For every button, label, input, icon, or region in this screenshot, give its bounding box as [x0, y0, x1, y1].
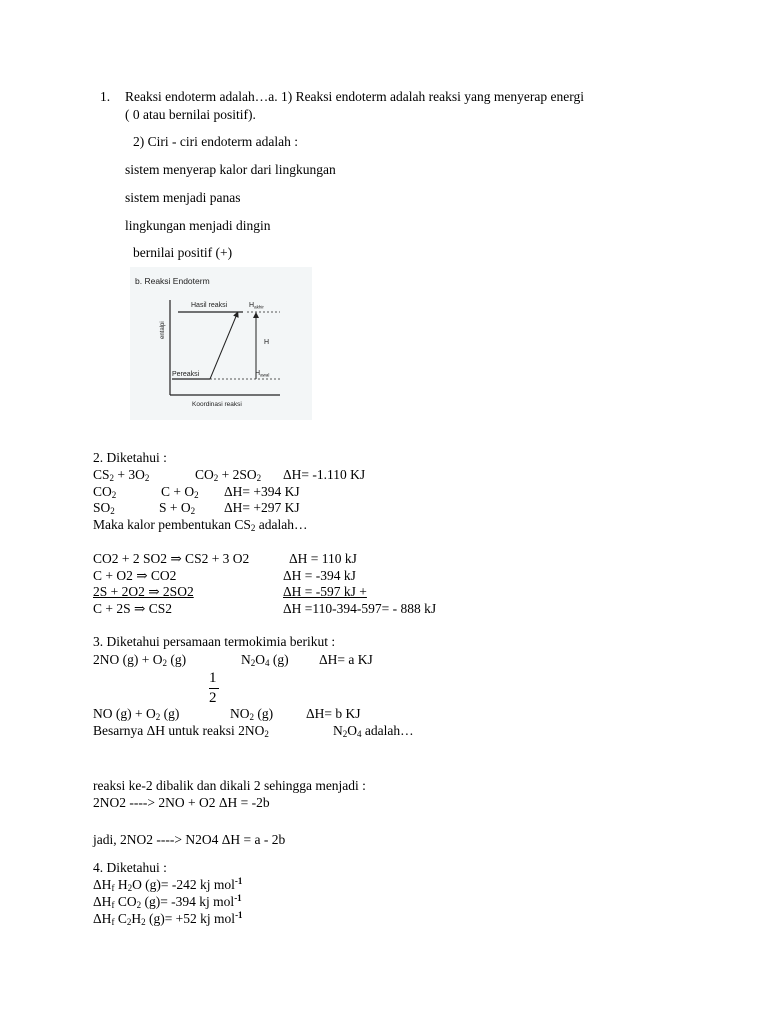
q2-title: 2. Diketahui :: [93, 450, 167, 465]
q4-l3: $\Delta H_f$ $C_2H_2$ (g)= +52 kj mol$^{-1}$: [93, 910, 243, 927]
endoterm-diagram: [130, 267, 312, 420]
q3-sol1: reaksi ke-2 dibalik dan dikali 2 sehingga menjadi :: [93, 778, 366, 793]
q2-question: Maka kalor pembentukan $CS_2$ adalah…: [93, 517, 308, 533]
fraction-bar: [209, 688, 219, 689]
diagram-h-final: $H_{akhir}$: [249, 302, 264, 310]
q1-line1: Reaksi endoterm adalah…a. 1) Reaksi endoterm adalah reaksi yang menyerap energi: [125, 89, 584, 104]
q1-number: 1.: [100, 89, 111, 104]
q2-sol3-eq: 2S + 2O2 ⇒ 2SO2: [93, 584, 194, 599]
fraction-numerator: 1: [209, 670, 217, 686]
q2-eq3-right: $S + O_2$: [159, 500, 196, 516]
q2-sol2-eq: C + O2 ⇒ CO2: [93, 568, 177, 583]
q2-sol1-dh: ΔH = 110 kJ: [289, 551, 357, 566]
diagram-reaction-arrow: [210, 314, 237, 379]
diagram-title: b. Reaksi Endoterm: [135, 276, 210, 286]
diagram-h-initial: $H_{awal}$: [255, 370, 270, 378]
q2-sol4-dh: ΔH =110-394-597= - 888 kJ: [283, 601, 437, 616]
q1-line5: sistem menjadi panas: [125, 190, 241, 205]
q3-question: Besarnya ΔH untuk reaksi $2NO_2$: [93, 723, 269, 739]
q3-question-end: $N_2O_4$ adalah…: [333, 723, 414, 739]
q3-eq1-right: $N_2O_4$ (g): [241, 652, 289, 668]
endoterm-diagram-svg: [130, 267, 312, 420]
q1-line2: ( 0 atau bernilai positif).: [125, 107, 256, 122]
q3-sol3: jadi, 2NO2 ----> N2O4 ΔH = a - 2b: [93, 832, 286, 847]
diagram-delta-h-label: H: [264, 339, 270, 346]
q3-sol2: 2NO2 ----> 2NO + O2 ΔH = -2b: [93, 795, 270, 810]
q3-title: 3. Diketahui persamaan termokimia berikut :: [93, 634, 336, 649]
q3-eq1-left: 2NO $(g) + O_2$ (g): [93, 652, 187, 668]
q2-eq2-right: $C + O_2$: [161, 484, 199, 500]
q2-eq1-left: $CS_2 + 3O_2$: [93, 467, 150, 483]
q4-l2: $\Delta H_f$ $CO_2$ (g)= -394 kj mol$^{-1}$: [93, 893, 242, 910]
q4-l1: $\Delta H_f$ $H_2O$ (g)= -242 kj mol$^{-1}$: [93, 876, 243, 893]
q2-eq3-left: $SO_2$: [93, 500, 115, 516]
q4-title: 4. Diketahui :: [93, 860, 167, 875]
q2-eq1-dh: ΔH= -1.110 KJ: [283, 467, 366, 482]
q2-sol4-eq: C + 2S ⇒ CS2: [93, 601, 172, 616]
q1-line7: bernilai positif (+): [133, 245, 233, 260]
diagram-reactant-label: Pereaksi: [172, 371, 200, 378]
q2-sol3-dh: ΔH = -597 kJ +: [283, 584, 367, 599]
q2-sol1-eq: CO2 + 2 SO2 ⇒ CS2 + 3 O2: [93, 551, 250, 566]
q2-eq2-dh: ΔH= +394 KJ: [224, 484, 300, 499]
q2-eq2-left: $CO_2$: [93, 484, 117, 500]
diagram-y-axis-label: entalpi: [160, 321, 166, 339]
q1-line6: lingkungan menjadi dingin: [125, 218, 271, 233]
q3-eq2-left: NO $(g) + O_2$ (g): [93, 706, 180, 722]
diagram-x-axis-label: Koordinasi reaksi: [192, 401, 242, 408]
q2-sol2-dh: ΔH = -394 kJ: [283, 568, 356, 583]
diagram-product-label: Hasil reaksi: [191, 302, 228, 309]
fraction-denominator: 2: [209, 690, 217, 706]
q3-eq2-right: $NO_2$ (g): [230, 706, 274, 722]
q3-eq1-dh: ΔH= a KJ: [319, 652, 373, 667]
q3-eq2-dh: ΔH= b KJ: [306, 706, 361, 721]
q1-line3: 2) Ciri - ciri endoterm adalah :: [133, 134, 298, 149]
q2-eq3-dh: ΔH= +297 KJ: [224, 500, 300, 515]
q1-line4: sistem menyerap kalor dari lingkungan: [125, 162, 336, 177]
q2-eq1-right: $CO_2 + 2SO_2$: [195, 467, 262, 483]
